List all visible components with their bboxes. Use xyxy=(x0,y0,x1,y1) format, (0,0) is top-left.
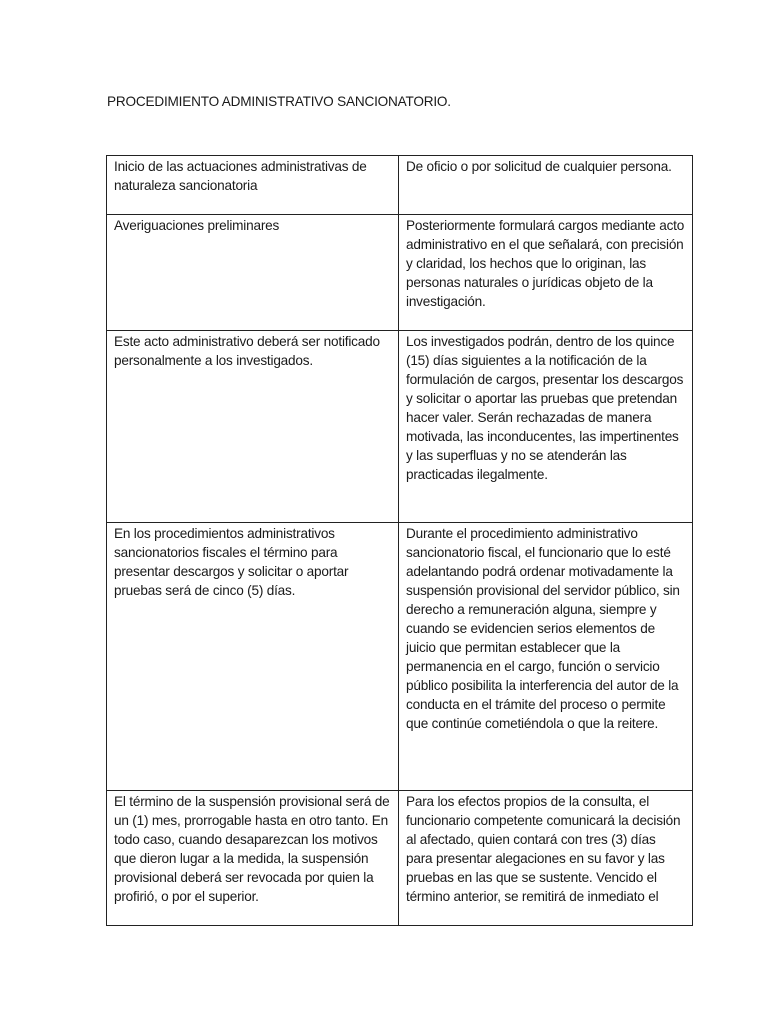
table-row xyxy=(107,331,693,523)
table-row xyxy=(107,523,693,791)
table-cell-right: De oficio o por solicitud de cualquier persona. xyxy=(399,156,693,215)
table-cell-right: Los investigados podrán, dentro de los quince (15) días siguientes a la notificación de la formulación de cargos, presentar los descargos y solicitar o aportar las pruebas que pretendan hacer valer. Serán rechazadas de manera motivada, las inconducentes, las impertinentes y las superfluas y no se atenderán las practicadas ilegalmente. xyxy=(399,331,693,523)
table-row xyxy=(107,791,693,926)
table-cell-left xyxy=(107,791,399,926)
table-cell-left: En los procedimientos administrativos sancionatorios fiscales el término para presentar descargos y solicitar o aportar pruebas será de cinco (5) días. xyxy=(107,523,399,791)
table-cell-right: Durante el procedimiento administrativo sancionatorio fiscal, el funcionario que lo esté adelantando podrá ordenar motivadamente la suspensión provisional del servidor público, sin derecho a remuneración alguna, siempre y cuando se evidencien serios elementos de juicio que permitan establecer que la permanencia en el cargo, función o servicio público posibilita la interferencia del autor de la conducta en el trámite del proceso o permite que continúe cometiéndola o que la reitere. xyxy=(399,523,693,791)
table-cell-right xyxy=(399,791,693,926)
table-cell-left: Inicio de las actuaciones administrativas de naturaleza sancionatoria xyxy=(107,156,399,215)
table-row xyxy=(107,215,693,331)
procedure-table xyxy=(106,155,693,926)
table-cell-right: Posteriormente formulará cargos mediante acto administrativo en el que señalará, con precisión y claridad, los hechos que lo originan, las personas naturales o jurídicas objeto de la investigación. xyxy=(399,215,693,331)
cell-text: El término de la suspensión provisional será de un (1) mes, prorrogable hasta en otro tanto. En todo caso, cuando desaparezcan los motivos que dieron lugar a la medida, la suspensión provisional deberá ser revocada por quien la profirió, o por el superior. xyxy=(114,794,390,904)
table-cell-left: Averiguaciones preliminares xyxy=(107,215,399,331)
cell-text: Para los efectos propios de la consulta, el funcionario competente comunicará la decisión al afectado, quien contará con tres (3) días para presentar alegaciones en su favor y las pruebas en las que se sustente. Vencido el término anterior, se remitirá de inmediato el xyxy=(406,794,681,904)
document-title: PROCEDIMIENTO ADMINISTRATIVO SANCIONATORIO. xyxy=(107,94,451,109)
table-cell-left: Este acto administrativo deberá ser notificado personalmente a los investigados. xyxy=(107,331,399,523)
table-row xyxy=(107,156,693,215)
